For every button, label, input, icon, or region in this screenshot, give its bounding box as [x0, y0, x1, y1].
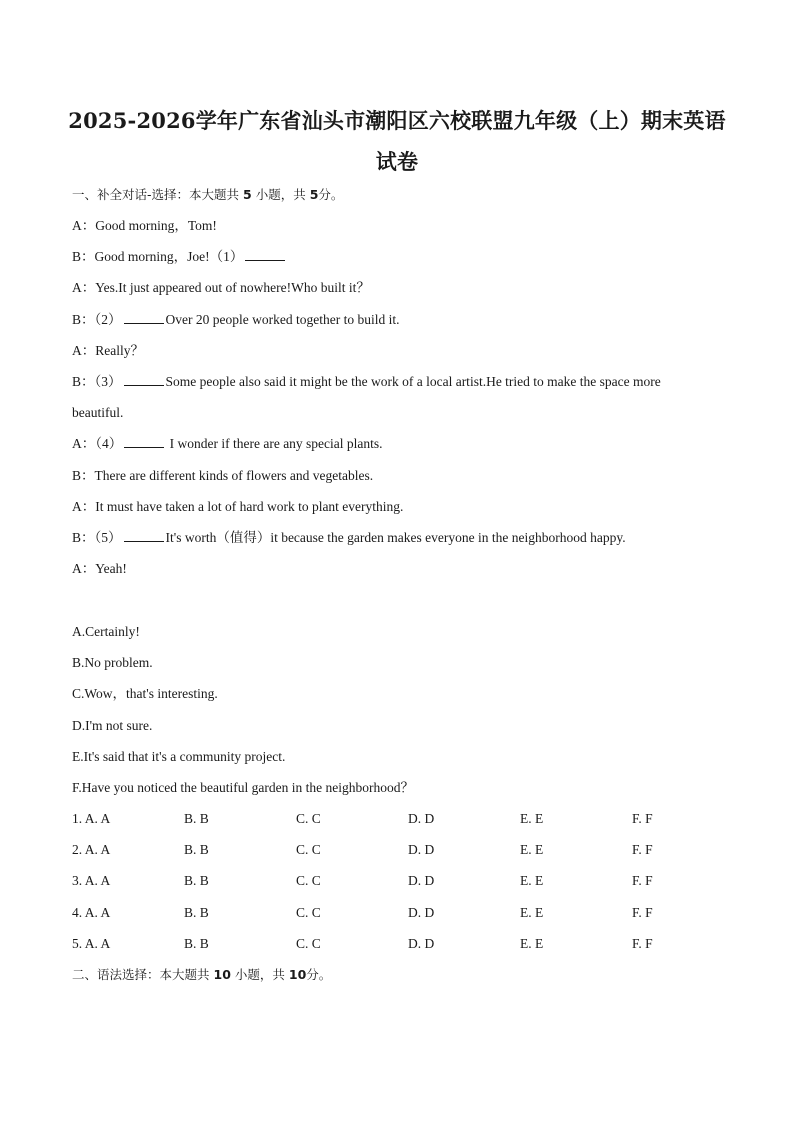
choice-label: D. D [408, 811, 435, 826]
speaker-label: B： [72, 311, 95, 327]
exam-title-line1: 2025-2026学年广东省汕头市潮阳区六校联盟九年级（上）期末英语 [68, 108, 726, 133]
option-item: F.Have you noticed the beautiful garden in the neighborhood？ [72, 780, 414, 795]
choice-label: A. A [84, 811, 111, 826]
choice-label: A. A [84, 873, 111, 889]
answer-choice[interactable] [632, 935, 653, 953]
dialogue-line [72, 467, 373, 485]
answer-choice[interactable] [72, 935, 110, 953]
dialogue-text: Good morning，Joe!（1） [94, 249, 244, 265]
dialogue-text: Good morning，Tom! [95, 218, 217, 233]
choice-label: C. C [296, 873, 321, 889]
dialogue-text: Yeah! [95, 561, 127, 577]
answer-blank[interactable] [245, 248, 285, 261]
answer-choice[interactable] [408, 841, 434, 859]
answer-row [72, 841, 732, 859]
answer-blank[interactable] [124, 311, 164, 324]
answer-choice[interactable] [184, 841, 209, 859]
exam-title-line2: 试卷 [375, 149, 419, 174]
option-item: C.Wow，that's interesting. [72, 686, 218, 702]
section-one-heading: 一、补全对话-选择：本大题共 5 小题，共 5分。 [72, 187, 344, 202]
choice-label: E. E [520, 842, 544, 858]
dialogue-text: It must have taken a lot of hard work to plant everything. [95, 498, 404, 514]
answer-choice[interactable] [184, 872, 209, 890]
answer-choice[interactable] [72, 904, 110, 922]
answer-choice[interactable] [632, 872, 653, 890]
answer-choice[interactable] [408, 935, 434, 953]
choice-label: A. A [84, 842, 111, 858]
answer-choice[interactable] [632, 810, 653, 828]
answer-choice[interactable] [632, 841, 653, 859]
choice-label: E. E [520, 935, 544, 951]
answer-row [72, 904, 732, 922]
dialogue-text: （5） [94, 530, 122, 545]
dialogue-line [72, 248, 287, 266]
option-item: B.No problem. [72, 655, 153, 671]
question-number: 5. [72, 935, 83, 951]
answer-choice[interactable] [72, 841, 110, 859]
choice-label: C. C [296, 842, 321, 858]
speaker-label: B： [72, 530, 95, 545]
choice-label: B. B [184, 873, 209, 889]
answer-choice[interactable] [296, 904, 321, 922]
answer-blank[interactable] [124, 373, 164, 386]
answer-choice[interactable] [296, 872, 321, 890]
answer-blank[interactable] [124, 529, 164, 542]
choice-label: E. E [520, 811, 544, 826]
dialogue-line [72, 498, 403, 516]
answer-choice[interactable] [632, 904, 653, 922]
dialogue-line [72, 342, 144, 360]
option-item: E.It's said that it's a community project. [72, 748, 286, 764]
dialogue-line [72, 404, 123, 422]
section-two-heading: 二、语法选择：本大题共 10 小题，共 10分。 [72, 967, 332, 982]
speaker-label: B： [72, 249, 95, 265]
answer-row [72, 872, 732, 890]
answer-choice[interactable] [408, 904, 434, 922]
choice-label: E. E [520, 873, 544, 889]
dialogue-line [72, 311, 399, 329]
answer-choice[interactable] [520, 810, 543, 828]
speaker-label: A： [72, 561, 96, 577]
choice-label: A. A [84, 935, 111, 951]
choice-label: A. A [84, 904, 111, 920]
choice-label: B. B [184, 904, 209, 920]
answer-row [72, 935, 732, 953]
dialogue-text-after-blank: Over 20 people worked together to build it. [165, 311, 400, 327]
choice-label: D. D [408, 935, 435, 951]
speaker-label: A： [72, 498, 96, 514]
choice-label: F. F [632, 811, 653, 826]
dialogue-line [72, 435, 383, 453]
choice-label: F. F [632, 873, 653, 889]
choice-label: F. F [632, 904, 653, 920]
choice-label: F. F [632, 842, 653, 858]
question-number: 4. [72, 904, 83, 920]
dialogue-text-after-blank: It's worth（值得）it because the garden makes everyone in the neighborhood happy. [165, 530, 626, 545]
dialogue-text: beautiful. [72, 405, 124, 421]
speaker-label: A： [72, 280, 96, 296]
speaker-label: B： [72, 467, 95, 483]
question-number: 2. [72, 842, 83, 858]
dialogue-text-after-blank: I wonder if there are any special plants. [166, 436, 383, 452]
answer-choice[interactable] [408, 810, 434, 828]
answer-choice[interactable] [72, 810, 110, 828]
choice-label: D. D [408, 842, 435, 858]
choice-label: B. B [184, 935, 209, 951]
choice-label: B. B [184, 842, 209, 858]
choice-label: C. C [296, 811, 321, 826]
dialogue-text-after-blank: Some people also said it might be the work of a local artist.He tried to make the space more [165, 374, 661, 389]
option-item: A.Certainly! [72, 624, 140, 639]
choice-label: C. C [296, 904, 321, 920]
choice-label: E. E [520, 904, 544, 920]
speaker-label: B： [72, 374, 95, 389]
speaker-label: A： [72, 436, 96, 452]
dialogue-text: （2） [94, 311, 122, 327]
speaker-label: A： [72, 218, 96, 233]
answer-choice[interactable] [184, 810, 209, 828]
answer-choice[interactable] [408, 872, 434, 890]
dialogue-text: There are different kinds of flowers and vegetables. [94, 467, 374, 483]
answer-choice[interactable] [520, 935, 543, 953]
answer-row [72, 810, 732, 828]
choice-label: D. D [408, 904, 435, 920]
answer-choice[interactable] [520, 872, 543, 890]
option-item: D.I'm not sure. [72, 717, 153, 733]
choice-label: F. F [632, 935, 653, 951]
dialogue-text: （4） [95, 436, 123, 452]
dialogue-line [72, 560, 127, 578]
answer-choice[interactable] [184, 904, 209, 922]
question-number: 3. [72, 873, 83, 889]
dialogue-line [72, 279, 370, 297]
answer-choice[interactable] [184, 935, 209, 953]
dialogue-text: Yes.It just appeared out of nowhere!Who built it？ [95, 280, 370, 296]
question-number: 1. [72, 811, 83, 826]
dialogue-line [72, 217, 217, 235]
answer-choice[interactable] [296, 935, 321, 953]
answer-choice[interactable] [72, 872, 110, 890]
dialogue-line [72, 529, 626, 547]
answer-choice[interactable] [520, 904, 543, 922]
answer-choice[interactable] [296, 841, 321, 859]
choice-label: D. D [408, 873, 435, 889]
choice-label: B. B [184, 811, 209, 826]
speaker-label: A： [72, 342, 96, 358]
dialogue-text: （3） [94, 374, 122, 389]
answer-blank[interactable] [124, 435, 164, 448]
dialogue-line [72, 373, 661, 391]
choice-label: C. C [296, 935, 321, 951]
answer-choice[interactable] [296, 810, 321, 828]
dialogue-text: Really？ [95, 342, 144, 358]
answer-choice[interactable] [520, 841, 543, 859]
